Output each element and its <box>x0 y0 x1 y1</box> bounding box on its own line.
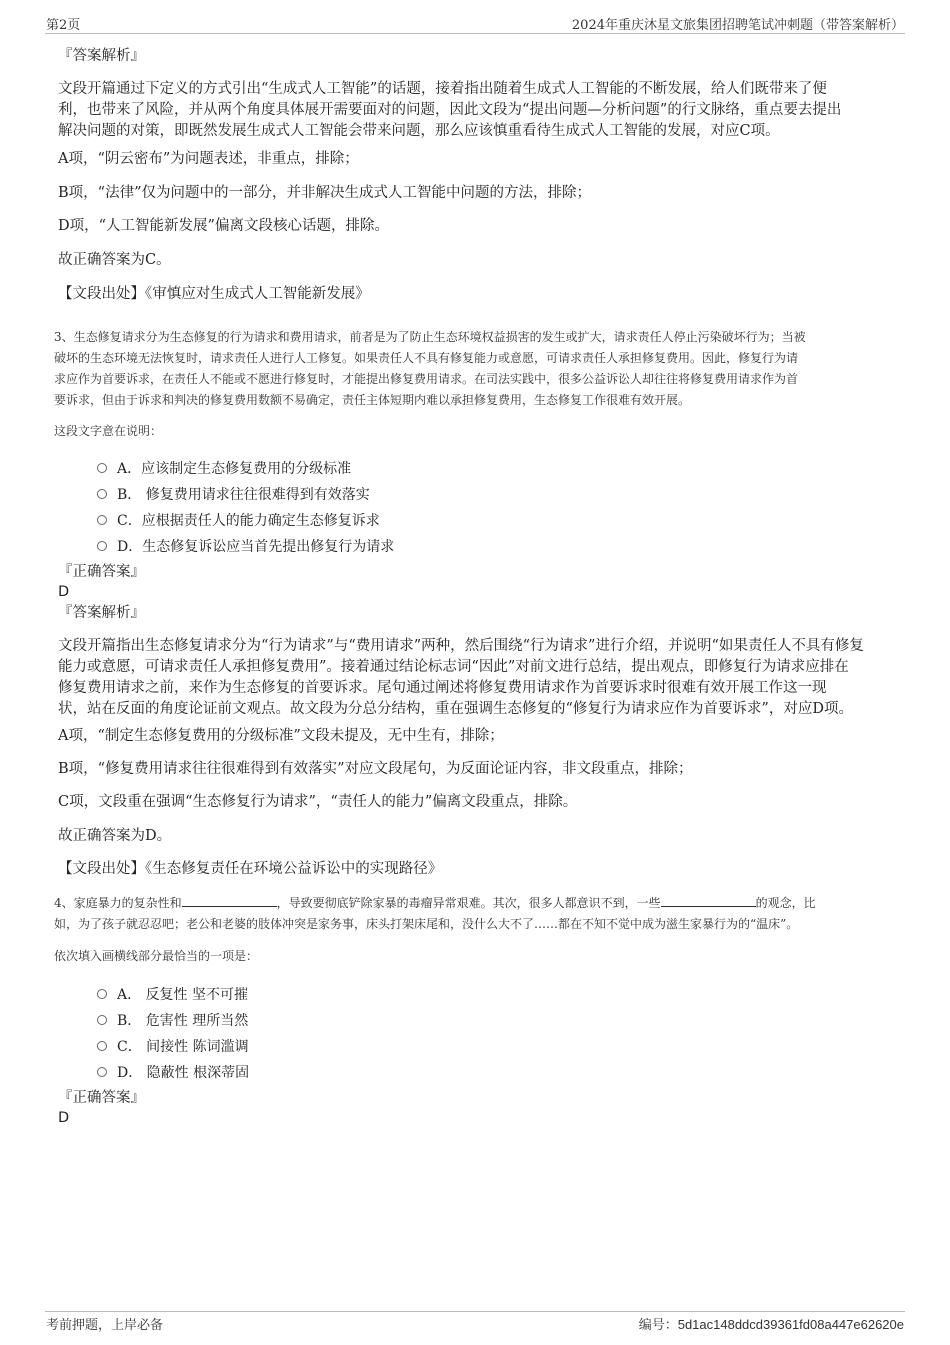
radio-icon[interactable] <box>97 463 107 473</box>
footer-code-value: 5d1ac148ddcd39361fd08a447e62620e <box>677 1317 904 1332</box>
q4-option-c[interactable] <box>97 1036 249 1056</box>
q3-answer-label: 『正确答案』 <box>58 564 145 580</box>
radio-icon[interactable] <box>97 489 107 499</box>
radio-icon[interactable] <box>97 1041 107 1051</box>
q3-analysis-label: 『答案解析』 <box>58 605 145 621</box>
q2-source: 【文段出处】《审慎应对生成式人工智能新发展》 <box>58 286 370 302</box>
q3-stem-line: 求应作为首要诉求，在责任人不能或不愿进行修复时，才能提出修复费用请求。在司法实践中，很多公益诉讼人却往往将修复费用请求作为首 <box>54 372 799 386</box>
q4-option-b[interactable] <box>97 1010 248 1030</box>
q4-stem-part: 的观念，比 <box>755 896 816 910</box>
footer-code-label: 编号： <box>638 1318 678 1333</box>
q4-stem-part: ，导致要彻底铲除家暴的毒瘤异常艰难。其次，很多人都意识不到，一些 <box>276 896 661 910</box>
q3-prompt: 这段文字意在说明： <box>54 424 163 438</box>
q2-analysis-line: 文段开篇通过下定义的方式引出“生成式人工智能”的话题，接着指出随着生成式人工智能的不断发展，给人们既带来了便 <box>58 81 827 97</box>
option-label: C．应根据责任人的能力确定生态修复诉求 <box>117 513 380 529</box>
q4-answer-label: 『正确答案』 <box>58 1090 145 1106</box>
q4-stem-part: 4、家庭暴力的复杂性和 <box>54 896 182 910</box>
q3-option-b[interactable] <box>97 484 370 504</box>
q2-note-a: A项，“阴云密布”为问题表述，非重点，排除； <box>58 151 359 167</box>
q3-analysis-line: 状，站在反面的角度论证前文观点。故文段为分总分结构，重在强调生态修复的“修复行为请求应作为首要诉求”，对应D项。 <box>58 701 853 717</box>
footer-slogan: 考前押题，上岸必备 <box>46 1318 164 1333</box>
q4-option-a[interactable] <box>97 984 248 1004</box>
footer-code <box>639 1314 904 1333</box>
q3-stem-line: 3、生态修复请求分为生态修复的行为请求和费用请求，前者是为了防止生态环境权益损害的发生或扩大，请求责任人停止污染破坏行为；当被 <box>54 330 806 344</box>
radio-icon[interactable] <box>97 541 107 551</box>
fill-blank-1 <box>182 894 277 907</box>
option-label: B． 危害性 理所当然 <box>117 1013 249 1029</box>
option-label: C． 间接性 陈词滥调 <box>117 1039 249 1055</box>
q3-analysis-line: 文段开篇指出生态修复请求分为“行为请求”与“费用请求”两种，然后围绕“行为请求”进行介绍，并说明“如果责任人不具有修复 <box>58 638 864 654</box>
q2-conclusion: 故正确答案为C。 <box>58 252 171 268</box>
q4-stem <box>54 893 914 935</box>
q3-stem-line: 要诉求，但由于诉求和判决的修复费用数额不易确定，责任主体短期内难以承担修复费用，生态修复工作很难有效开展。 <box>54 393 691 407</box>
q3-option-d[interactable] <box>97 536 394 556</box>
q2-analysis <box>58 79 908 142</box>
option-label: D．生态修复诉讼应当首先提出修复行为请求 <box>117 539 395 555</box>
q3-stem-line: 破坏的生态环境无法恢复时，请求责任人进行人工修复。如果责任人不具有修复能力或意愿，可请求责任人承担修复费用。因此，修复行为请 <box>54 351 799 365</box>
q3-note-c: C项，文段重在强调“生态修复行为请求”，“责任人的能力”偏离文段重点，排除。 <box>58 794 578 810</box>
q4-stem-line <box>54 893 914 914</box>
q3-note-a: A项，“制定生态修复费用的分级标准”文段未提及，无中生有，排除； <box>58 728 504 744</box>
option-label: D． 隐蔽性 根深蒂固 <box>117 1065 250 1081</box>
q3-conclusion: 故正确答案为D。 <box>58 828 172 844</box>
q2-note-d: D项，“人工智能新发展”偏离文段核心话题，排除。 <box>58 218 389 234</box>
header-divider <box>45 33 905 34</box>
q3-source: 【文段出处】《生态修复责任在环境公益诉讼中的实现路径》 <box>58 861 443 877</box>
q3-option-a[interactable] <box>97 458 351 478</box>
radio-icon[interactable] <box>97 1067 107 1077</box>
radio-icon[interactable] <box>97 515 107 525</box>
footer-divider <box>45 1311 905 1312</box>
q3-analysis-line: 修复费用请求之前，来作为生态修复的首要诉求。尾句通过阐述将修复费用请求作为首要诉求时很难有效开展工作这一现 <box>58 680 827 696</box>
q4-stem-line: 如，为了孩子就忍忍吧；老公和老婆的肢体冲突是家务事，床头打架床尾和，没什么大不了……都在不知不觉中成为滋生家暴行为的“温床”。 <box>54 917 799 931</box>
q4-prompt: 依次填入画横线部分最恰当的一项是： <box>54 949 259 963</box>
q2-analysis-line: 利，也带来了风险，并从两个角度具体展开需要面对的问题，因此文段为“提出问题—分析问题”的行文脉络，重点要去提出 <box>58 102 842 118</box>
q3-note-b: B项，“修复费用请求往往很难得到有效落实”对应文段尾句，为反面论证内容，非文段重点，排除； <box>58 761 693 777</box>
page-number: 第2页 <box>46 18 81 33</box>
q2-analysis-label: 『答案解析』 <box>58 48 145 64</box>
radio-icon[interactable] <box>97 1015 107 1025</box>
q2-analysis-line: 解决问题的对策，即既然发展生成式人工智能会带来问题，那么应该慎重看待生成式人工智能的发展，对应C项。 <box>58 123 780 139</box>
q3-analysis-line: 能力或意愿，可请求责任人承担修复费用”。接着通过结论标志词“因此”对前文进行总结，提出观点，即修复行为请求应排在 <box>58 659 849 675</box>
option-label: B． 修复费用请求往往很难得到有效落实 <box>117 487 370 503</box>
q3-stem <box>54 327 914 411</box>
option-label: A． 反复性 坚不可摧 <box>117 987 249 1003</box>
radio-icon[interactable] <box>97 989 107 999</box>
fill-blank-2 <box>661 894 756 907</box>
q4-option-d[interactable] <box>97 1062 249 1082</box>
q4-answer: D <box>58 1110 70 1126</box>
q3-answer: D <box>58 584 70 600</box>
q3-analysis <box>58 636 908 720</box>
option-label: A．应该制定生态修复费用的分级标准 <box>117 461 352 477</box>
q3-option-c[interactable] <box>97 510 380 530</box>
q2-note-b: B项，“法律”仅为问题中的一部分，并非解决生成式人工智能中问题的方法，排除； <box>58 185 591 201</box>
document-title: 2024年重庆沐星文旅集团招聘笔试冲刺题（带答案解析） <box>571 18 904 33</box>
